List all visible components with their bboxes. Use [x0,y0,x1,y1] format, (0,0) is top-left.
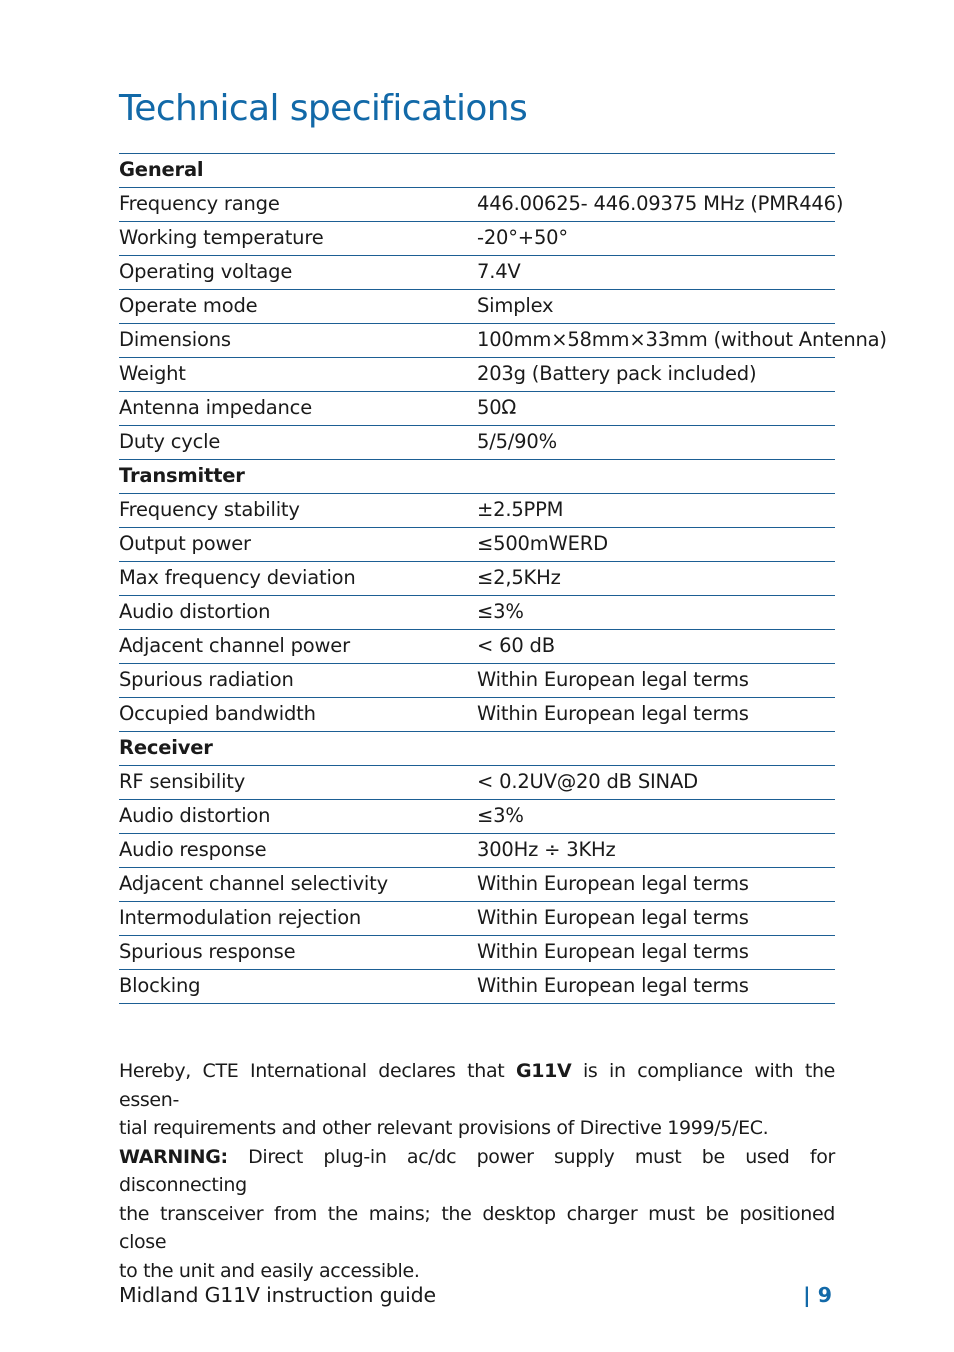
spec-value: Within European legal terms [477,902,835,936]
spec-row [119,800,835,834]
spec-label: RF sensibility [119,766,477,800]
spec-value: -20°+50° [477,222,835,256]
spec-value: ≤3% [477,800,835,834]
spec-value: Simplex [477,290,835,324]
spec-label: Operating voltage [119,256,477,290]
spec-label: Adjacent channel power [119,630,477,664]
spec-row [119,698,835,732]
spec-value: ≤500mWERD [477,528,835,562]
spec-label: Audio distortion [119,800,477,834]
spec-value: 50Ω [477,392,835,426]
spec-value: ±2.5PPM [477,494,835,528]
compliance-line1-rest: is in compliance with the essen- [119,1060,835,1111]
spec-label: Intermodulation rejection [119,902,477,936]
section-header-row [119,460,835,494]
page-title: Technical specifications [119,88,528,129]
spec-label: Output power [119,528,477,562]
compliance-lead: Hereby, CTE International declares that [119,1060,505,1082]
spec-value: Within European legal terms [477,698,835,732]
spec-label: Frequency stability [119,494,477,528]
spec-label: Duty cycle [119,426,477,460]
spec-value: 100mm×58mm×33mm (without Antenna) [477,324,835,358]
spec-label: Weight [119,358,477,392]
spec-label: Spurious response [119,936,477,970]
spec-value: ≤3% [477,596,835,630]
compliance-paragraph [119,1057,835,1285]
spec-label: Blocking [119,970,477,1004]
spec-label: Audio distortion [119,596,477,630]
spec-row [119,562,835,596]
spec-row [119,902,835,936]
spec-row [119,290,835,324]
warning-line: the transceiver from the mains; the desktop charger must be positioned close [119,1202,835,1253]
spec-row [119,596,835,630]
spec-row [119,392,835,426]
spec-value: < 0.2UV@20 dB SINAD [477,766,835,800]
spec-value: 5/5/90% [477,426,835,460]
spec-row [119,188,835,222]
product-name: G11V [515,1060,572,1082]
spec-row [119,936,835,970]
spec-value: 446.00625- 446.09375 MHz (PMR446) [477,188,835,222]
warning-line: to the unit and easily accessible. [119,1259,420,1282]
spec-label: Frequency range [119,188,477,222]
spec-label: Occupied bandwidth [119,698,477,732]
spec-value: Within European legal terms [477,970,835,1004]
spec-label: Working temperature [119,222,477,256]
spec-row [119,766,835,800]
spec-label: Operate mode [119,290,477,324]
spec-row [119,528,835,562]
spec-row [119,868,835,902]
section-header: Receiver [119,732,835,766]
warning-line [119,1143,835,1200]
spec-row [119,630,835,664]
spec-value: 203g (Battery pack included) [477,358,835,392]
compliance-line [119,1057,835,1114]
warning-text: Direct plug-in ac/dc power supply must be used for disconnecting [119,1145,835,1196]
spec-label: Audio response [119,834,477,868]
spec-value: 300Hz ÷ 3KHz [477,834,835,868]
spec-row [119,970,835,1004]
compliance-line: tial requirements and other relevant provisions of Directive 1999/5/EC. [119,1117,769,1139]
spec-label: Max frequency deviation [119,562,477,596]
spec-value: Within European legal terms [477,936,835,970]
spec-row [119,834,835,868]
spec-value: Within European legal terms [477,868,835,902]
spec-row [119,222,835,256]
spec-value: < 60 dB [477,630,835,664]
spec-value: ≤2,5KHz [477,562,835,596]
spec-value: Within European legal terms [477,664,835,698]
spec-value: 7.4V [477,256,835,290]
spec-row [119,494,835,528]
spec-table [119,153,887,1004]
spec-label: Spurious radiation [119,664,477,698]
spec-row [119,358,835,392]
warning-label: WARNING: [119,1145,228,1168]
spec-label: Dimensions [119,324,477,358]
spec-row [119,324,835,358]
section-header: Transmitter [119,460,835,494]
footer-guide-title: Midland G11V instruction guide [119,1283,436,1307]
section-header: General [119,154,835,188]
section-header-row [119,154,835,188]
spec-row [119,426,835,460]
section-header-row [119,732,835,766]
spec-label: Antenna impedance [119,392,477,426]
page-number: | 9 [803,1283,832,1307]
spec-row [119,256,835,290]
spec-label: Adjacent channel selectivity [119,868,477,902]
spec-row [119,664,835,698]
spec-table-body [119,154,887,1004]
